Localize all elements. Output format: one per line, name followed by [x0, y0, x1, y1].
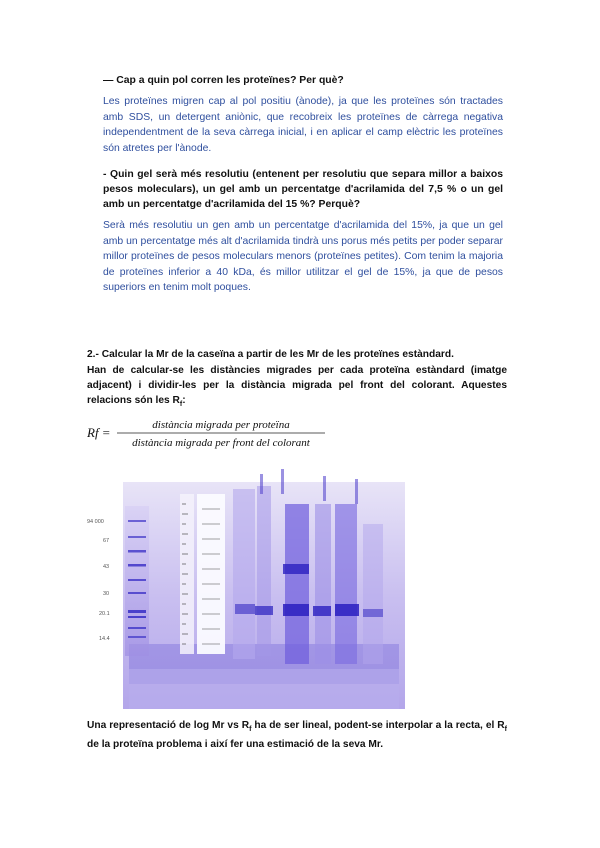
- formula-lhs: Rf =: [87, 425, 111, 440]
- marker-band: [128, 616, 146, 618]
- marker-band: [128, 627, 146, 629]
- sds-page-gel-image: [85, 464, 410, 709]
- sample-band: [335, 604, 359, 616]
- marker-label: 43: [103, 564, 110, 570]
- sample-lane-2: [257, 486, 271, 656]
- sample-band: [283, 564, 309, 574]
- marker-label: 20.1: [99, 611, 110, 617]
- marker-band: [128, 610, 146, 613]
- marker-band: [128, 636, 146, 638]
- marker-band: [128, 564, 146, 567]
- marker-band: [128, 592, 146, 594]
- marker-band: [128, 579, 146, 581]
- rf-formula: [87, 415, 327, 451]
- lower-gel: [129, 669, 399, 709]
- sample-lane-3: [285, 504, 309, 664]
- marker-label: 94 000: [87, 519, 104, 525]
- sample-lane-6: [363, 524, 383, 664]
- marker-band: [128, 520, 146, 522]
- sample-band: [363, 609, 383, 617]
- sample-lane-1: [233, 489, 255, 659]
- sample-band: [283, 604, 309, 616]
- marker-label: 14.4: [99, 636, 110, 642]
- question-2: - Quin gel serà més resolutiu (entenent per resolutiu que separa millor a baixos pesos moleculars), un gel amb un percentatge d'acrilamida del 7,5 % o un gel amb un percentatge d'acrilamida del 15 %? Perquè?: [103, 169, 503, 210]
- section-2-body: Han de calcular-se les distàncies migrades per cada proteïna estàndard (imatge adjacent) i dividir-les per la distància migrada pel front del colorant. Aquestes relacions són les $R_f$:: [87, 365, 507, 409]
- question-1: — Cap a quin pol corren les proteïnes? Per què?: [103, 75, 344, 86]
- sample-lane-5: [335, 504, 357, 664]
- sample-band: [255, 606, 273, 615]
- marker-label: 67: [103, 538, 110, 544]
- sample-lane-4: [315, 504, 331, 664]
- marker-band: [128, 536, 146, 538]
- answer-1: Les proteïnes migren cap al pol positiu (ànode), ja que les proteïnes són tractades amb SDS, un detergent aniònic, que recobreix les proteïnes de càrrega negativa independentment de la seva càrrega inicial, i en aplicar el camp elèctric les proteïnes són atretes per l'ànode.: [103, 96, 503, 154]
- marker-labels: [87, 519, 110, 642]
- formula-denominator: distància migrada per front del colorant: [132, 437, 310, 449]
- answer-2: Serà més resolutiu un gen amb un percentatge d'acrilamida del 15%, ja que un gel amb un percentatge més alt d'acrilamida tindrà uns porus més petits per poder separar millor proteïnes de pesos moleculars menors (proteïnes petites). Com tenim la majoria de proteïnes inferior a 40 kDa, és millor utilitzar el gel de 15%, ja que de pesos superiors en tenim molt poques.: [103, 220, 503, 293]
- formula-numerator: distància migrada per proteïna: [152, 419, 290, 431]
- ruler-area: [197, 494, 225, 654]
- sample-band: [313, 606, 331, 616]
- marker-label: 30: [103, 591, 110, 597]
- marker-band: [128, 550, 146, 553]
- footer-text: Una representació de log Mr vs $R_f$ ha de ser lineal, podent-se interpolar a la recta, el $R_f$ de la proteïna problema i així fer una estimació de la seva Mr.: [87, 720, 507, 751]
- sample-band: [235, 604, 255, 614]
- section-2-title: 2.- Calcular la Mr de la caseïna a partir de les Mr de les proteïnes estàndard.: [87, 349, 454, 360]
